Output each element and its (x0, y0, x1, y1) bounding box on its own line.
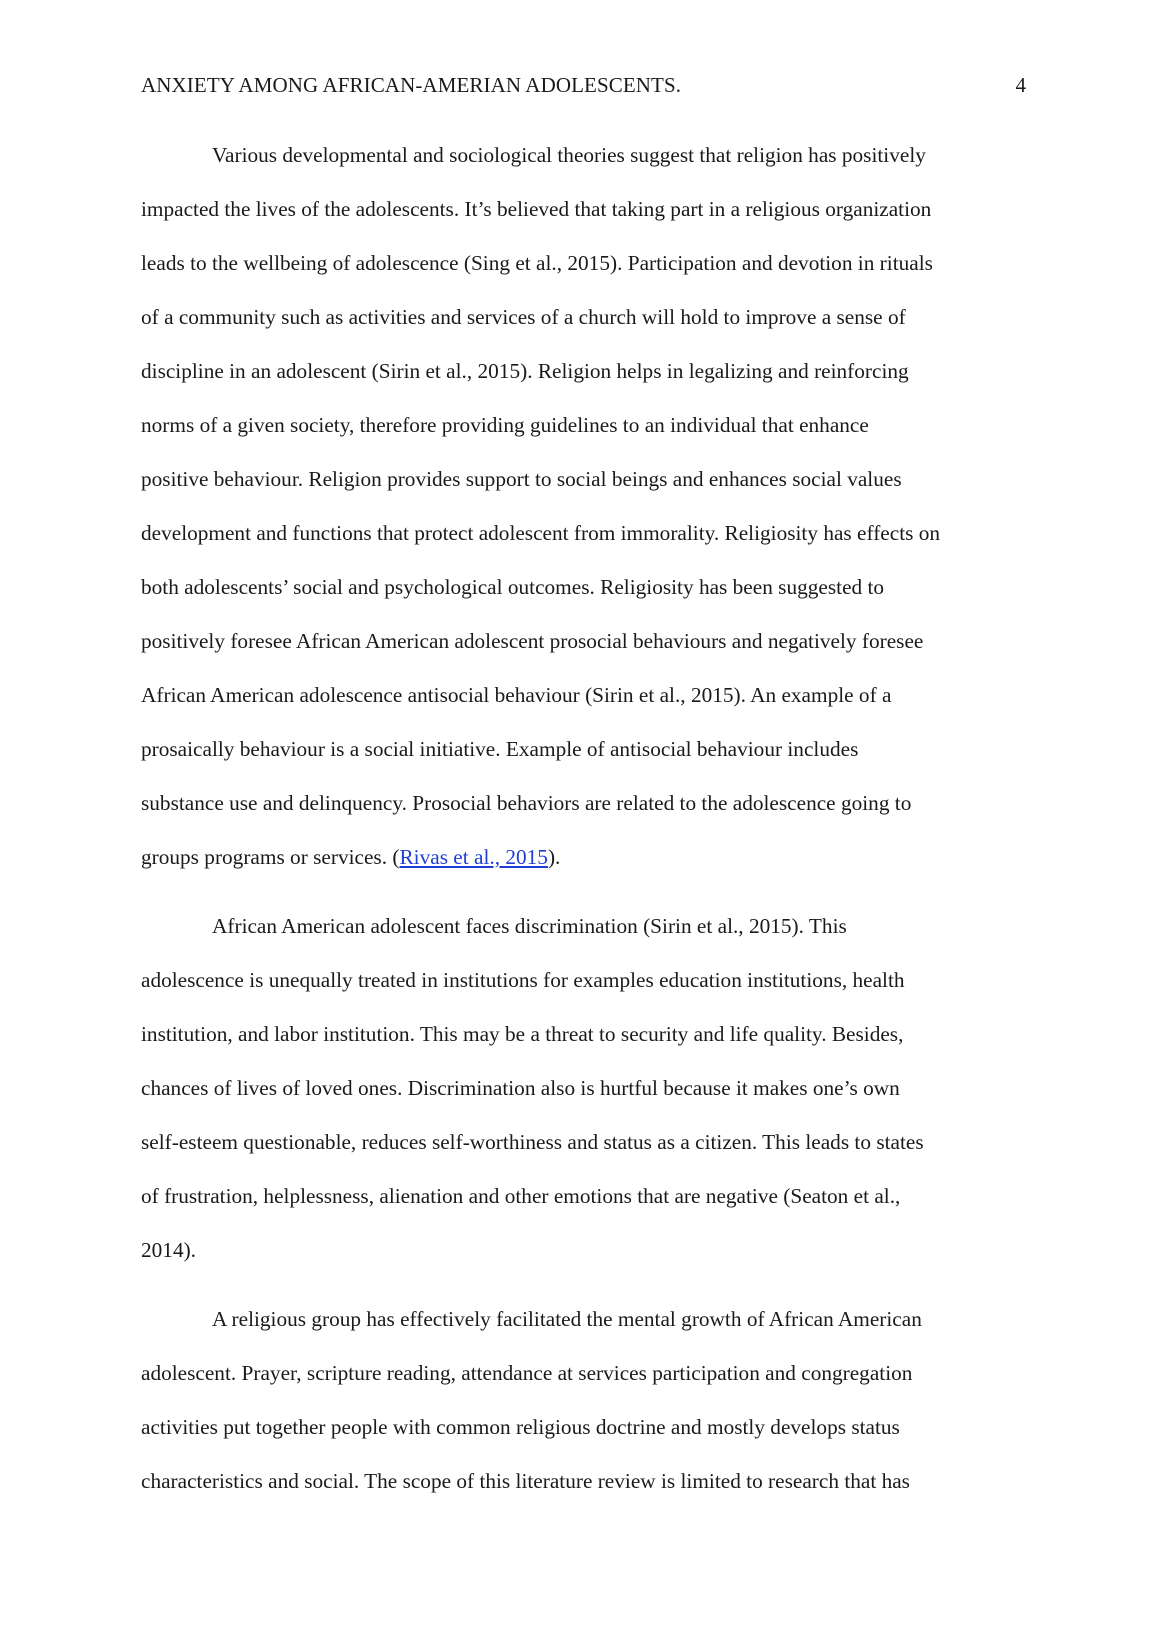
text-line: impacted the lives of the adolescents. It’s believed that taking part in a religious organization (141, 197, 932, 221)
text-line: African American adolescent faces discrimination (Sirin et al., 2015). This (212, 914, 847, 938)
text-line: development and functions that protect adolescent from immorality. Religiosity has effects on (141, 521, 941, 545)
text-line: discipline in an adolescent (Sirin et al., 2015). Religion helps in legalizing and reinforcing (141, 359, 909, 383)
text-line: positive behaviour. Religion provides support to social beings and enhances social values (141, 467, 902, 491)
text-line: both adolescents’ social and psychological outcomes. Religiosity has been suggested to (141, 575, 885, 599)
text-line: adolescent. Prayer, scripture reading, attendance at services participation and congregation (141, 1361, 913, 1385)
text-line: adolescence is unequally treated in institutions for examples education institutions, health (141, 968, 905, 992)
text-line: positively foresee African American adolescent prosocial behaviours and negatively foresee (141, 629, 924, 653)
citation-link-rivas[interactable]: Rivas et al., 2015 (399, 845, 548, 869)
text-line: characteristics and social. The scope of this literature review is limited to research that has (141, 1469, 910, 1493)
text-line: substance use and delinquency. Prosocial behaviors are related to the adolescence going to (141, 791, 912, 815)
text-line: of frustration, helplessness, alienation and other emotions that are negative (Seaton et al., (141, 1184, 901, 1208)
page-header (141, 70, 1026, 100)
text-line: chances of lives of loved ones. Discrimination also is hurtful because it makes one’s own (141, 1076, 900, 1100)
text-line: African American adolescence antisocial behaviour (Sirin et al., 2015). An example of a (141, 683, 892, 707)
text-line: leads to the wellbeing of adolescence (Sing et al., 2015). Participation and devotion in rituals (141, 251, 933, 275)
text-line: 2014). (141, 1238, 197, 1262)
citation-suffix: ). (547, 845, 561, 869)
text-line: activities put together people with common religious doctrine and mostly develops status (141, 1415, 900, 1439)
paragraph-religious-group (141, 1292, 1029, 1508)
paragraph-discrimination (141, 899, 1029, 1277)
citation-prefix: groups programs or services. ( (141, 845, 400, 869)
text-line-with-citation (141, 830, 1029, 884)
text-line: prosaically behaviour is a social initiative. Example of antisocial behaviour includes (141, 737, 859, 761)
text-line: norms of a given society, therefore providing guidelines to an individual that enhance (141, 413, 869, 437)
text-line: A religious group has effectively facilitated the mental growth of African American (212, 1307, 922, 1331)
text-line: institution, and labor institution. This may be a threat to security and life quality. Besides, (141, 1022, 904, 1046)
text-line: of a community such as activities and services of a church will hold to improve a sense of (141, 305, 906, 329)
text-line: self-esteem questionable, reduces self-worthiness and status as a citizen. This leads to states (141, 1130, 924, 1154)
document-body (141, 128, 1029, 1523)
running-head: ANXIETY AMONG AFRICAN-AMERIAN ADOLESCENTS. (141, 73, 682, 97)
page-number: 4 (1015, 73, 1026, 97)
paragraph-religion-impact (141, 128, 1029, 884)
text-line: Various developmental and sociological theories suggest that religion has positively (212, 143, 926, 167)
